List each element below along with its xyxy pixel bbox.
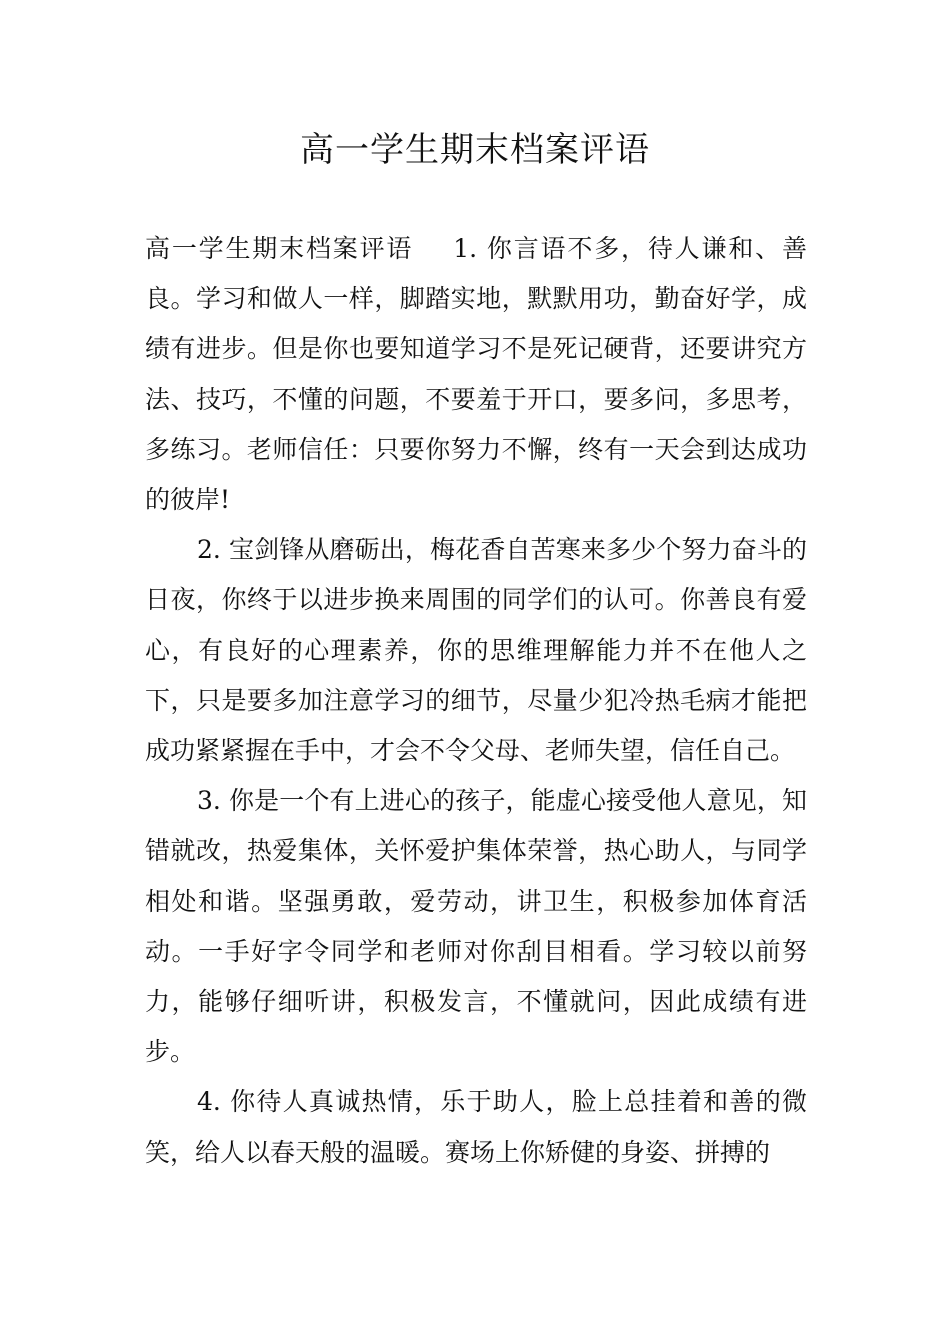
paragraph-2: 2. 宝剑锋从磨砺出，梅花香自苦寒来多少个努力奋斗的日夜，你终于以进步换来周围的同学们的认可。你善良有爱心，有良好的心理素养，你的思维理解能力并不在他人之下，只是要多加注意学习的细节，尽量少犯冷热毛病才能把成功紧紧握在手中，才会不令父母、老师失望，信任自己。 [145,535,807,766]
document-body [145,224,807,1178]
document-title: 高一学生期末档案评语 [300,130,650,170]
paragraph-1 [145,224,807,525]
paragraph-4: 4. 你待人真诚热情，乐于助人，脸上总挂着和善的微笑，给人以春天般的温暖。赛场上你矫健的身姿、拼搏的 [145,1087,807,1167]
paragraph-3: 3. 你是一个有上进心的孩子，能虚心接受他人意见，知错就改，热爱集体，关怀爱护集体荣誉，热心助人，与同学相处和谐。坚强勇敢，爱劳动，讲卫生，积极参加体育活动。一手好字令同学和老师对你刮目相看。学习较以前努力，能够仔细听讲，积极发言，不懂就问，因此成绩有进步。 [145,786,807,1067]
paragraph-1-text: 1. 你言语不多，待人谦和、善良。学习和做人一样，脚踏实地，默默用功，勤奋好学，成绩有进步。但是你也要知道学习不是死记硬背，还要讲究方法、技巧，不懂的问题，不要羞于开口，要多问，多思考，多练习。老师信任：只要你努力不懈，终有一天会到达成功的彼岸! [145,234,807,515]
inline-title: 高一学生期末档案评语 [145,234,414,263]
